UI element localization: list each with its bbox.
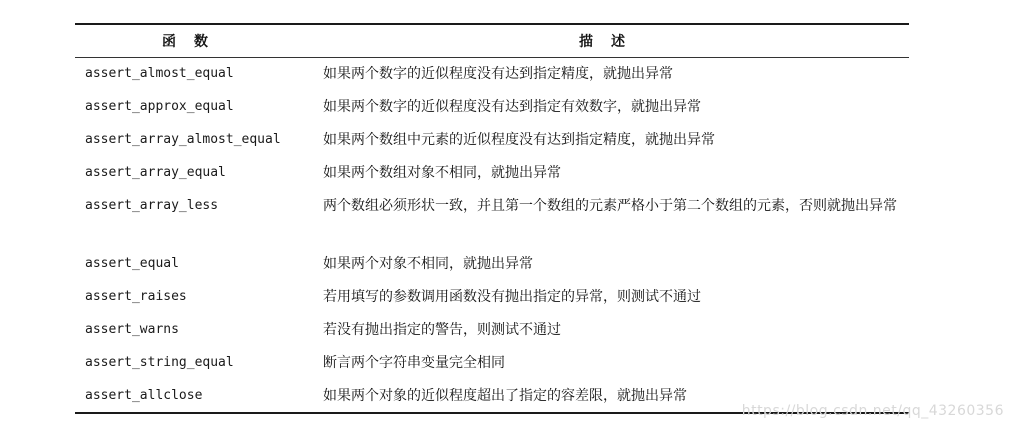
table-row <box>75 190 909 248</box>
table-row <box>75 314 909 347</box>
header-description: 描述 <box>313 24 909 58</box>
function-name-cell: assert_array_less <box>85 197 219 213</box>
table-row <box>75 91 909 124</box>
function-name-cell: assert_string_equal <box>85 354 234 370</box>
description-cell: 断言两个字符串变量完全相同 <box>323 354 505 371</box>
description-cell: 若用填写的参数调用函数没有抛出指定的异常，则测试不通过 <box>323 288 701 305</box>
description-cell: 若没有抛出指定的警告，则测试不通过 <box>323 321 561 338</box>
description-cell: 如果两个数字的近似程度没有达到指定有效数字，就抛出异常 <box>323 98 701 115</box>
function-name-cell: assert_warns <box>85 321 179 337</box>
function-name-cell: assert_raises <box>85 288 187 304</box>
description-cell: 如果两个数字的近似程度没有达到指定精度，就抛出异常 <box>323 66 673 82</box>
table-row <box>75 124 909 157</box>
description-cell: 如果两个对象不相同，就抛出异常 <box>323 255 533 272</box>
description-cell: 如果两个数组对象不相同，就抛出异常 <box>323 164 561 181</box>
function-table-container <box>75 23 909 414</box>
function-name-cell: assert_almost_equal <box>85 66 234 81</box>
description-cell: 如果两个数组中元素的近似程度没有达到指定精度，就抛出异常 <box>323 131 715 148</box>
table-row <box>75 347 909 380</box>
description-cell: 如果两个对象的近似程度超出了指定的容差限，就抛出异常 <box>323 387 687 404</box>
function-name-cell: assert_array_equal <box>85 164 226 180</box>
function-name-cell: assert_array_almost_equal <box>85 131 281 147</box>
table-row <box>75 281 909 314</box>
function-table <box>75 23 909 414</box>
table-row <box>75 58 909 91</box>
table-row <box>75 248 909 281</box>
function-name-cell: assert_equal <box>85 255 179 271</box>
header-function: 函数 <box>75 24 313 58</box>
table-header-row <box>75 24 909 58</box>
table-row <box>75 157 909 190</box>
function-name-cell: assert_approx_equal <box>85 98 234 114</box>
watermark-text: https://blog.csdn.net/qq_43260356 <box>741 403 1004 419</box>
description-cell: 两个数组必须形状一致，并且第一个数组的元素严格小于第二个数组的元素，否则就抛出异常 <box>323 197 897 214</box>
function-name-cell: assert_allclose <box>85 387 203 403</box>
